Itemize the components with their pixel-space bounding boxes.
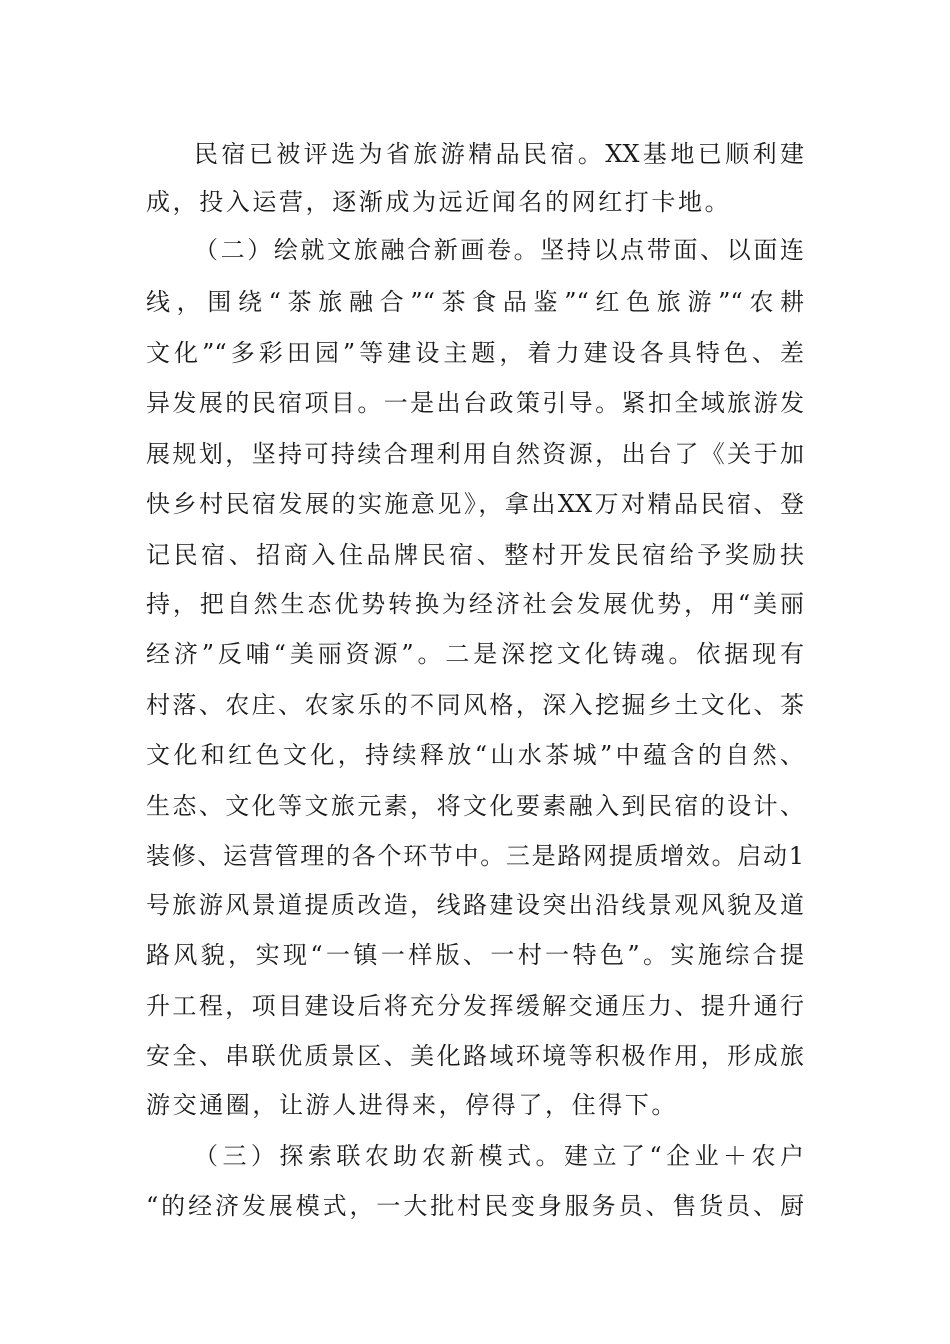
text-line: 快乡村民宿发展的实施意见》，拿出XX万对精品民宿、登	[146, 490, 804, 518]
text-line: 异发展的民宿项目。一是出台政策引导。紧扣全域旅游发	[146, 389, 804, 417]
text-line: 持，把自然生态优势转换为经济社会发展优势，用“美丽	[146, 590, 804, 618]
text-line: 经济”反哺“美丽资源”。二是深挖文化铸魂。依据现有	[146, 640, 804, 668]
text-line: （三）探索联农助农新模式。建立了“企业＋农户	[194, 1142, 804, 1170]
text-line: 安全、串联优质景区、美化路域环境等积极作用，形成旅	[146, 1042, 804, 1070]
text-line: （二）绘就文旅融合新画卷。坚持以点带面、以面连	[194, 236, 804, 264]
text-line: 升工程，项目建设后将充分发挥缓解交通压力、提升通行	[146, 992, 804, 1020]
text-line: 线，围绕“茶旅融合”“茶食品鉴”“红色旅游”“农耕	[146, 288, 804, 316]
text-line: 游交通圈，让游人进得来，停得了，住得下。	[146, 1091, 678, 1119]
text-line: 民宿已被评选为省旅游精品民宿。XX基地已顺利建	[194, 140, 804, 168]
text-line: 号旅游风景道提质改造，线路建设突出沿线景观风貌及道	[146, 891, 804, 919]
text-line: 成，投入运营，逐渐成为远近闻名的网红打卡地。	[146, 188, 732, 216]
text-line: 文化”“多彩田园”等建设主题，着力建设各具特色、差	[146, 339, 804, 367]
text-line: 装修、运营管理的各个环节中。三是路网提质增效。启动1	[146, 842, 804, 870]
text-line: 村落、农庄、农家乐的不同风格，深入挖掘乡土文化、茶	[146, 691, 804, 719]
text-line: 展规划，坚持可持续合理利用自然资源，出台了《关于加	[146, 440, 804, 468]
text-line: “的经济发展模式，一大批村民变身服务员、售货员、厨	[146, 1192, 804, 1220]
text-line: 文化和红色文化，持续释放“山水茶城”中蕴含的自然、	[146, 741, 804, 769]
text-line: 记民宿、招商入住品牌民宿、整村开发民宿给予奖励扶	[146, 541, 804, 569]
text-line: 路风貌，实现“一镇一样版、一村一特色”。实施综合提	[146, 941, 804, 969]
text-line: 生态、文化等文旅元素，将文化要素融入到民宿的设计、	[146, 792, 804, 820]
